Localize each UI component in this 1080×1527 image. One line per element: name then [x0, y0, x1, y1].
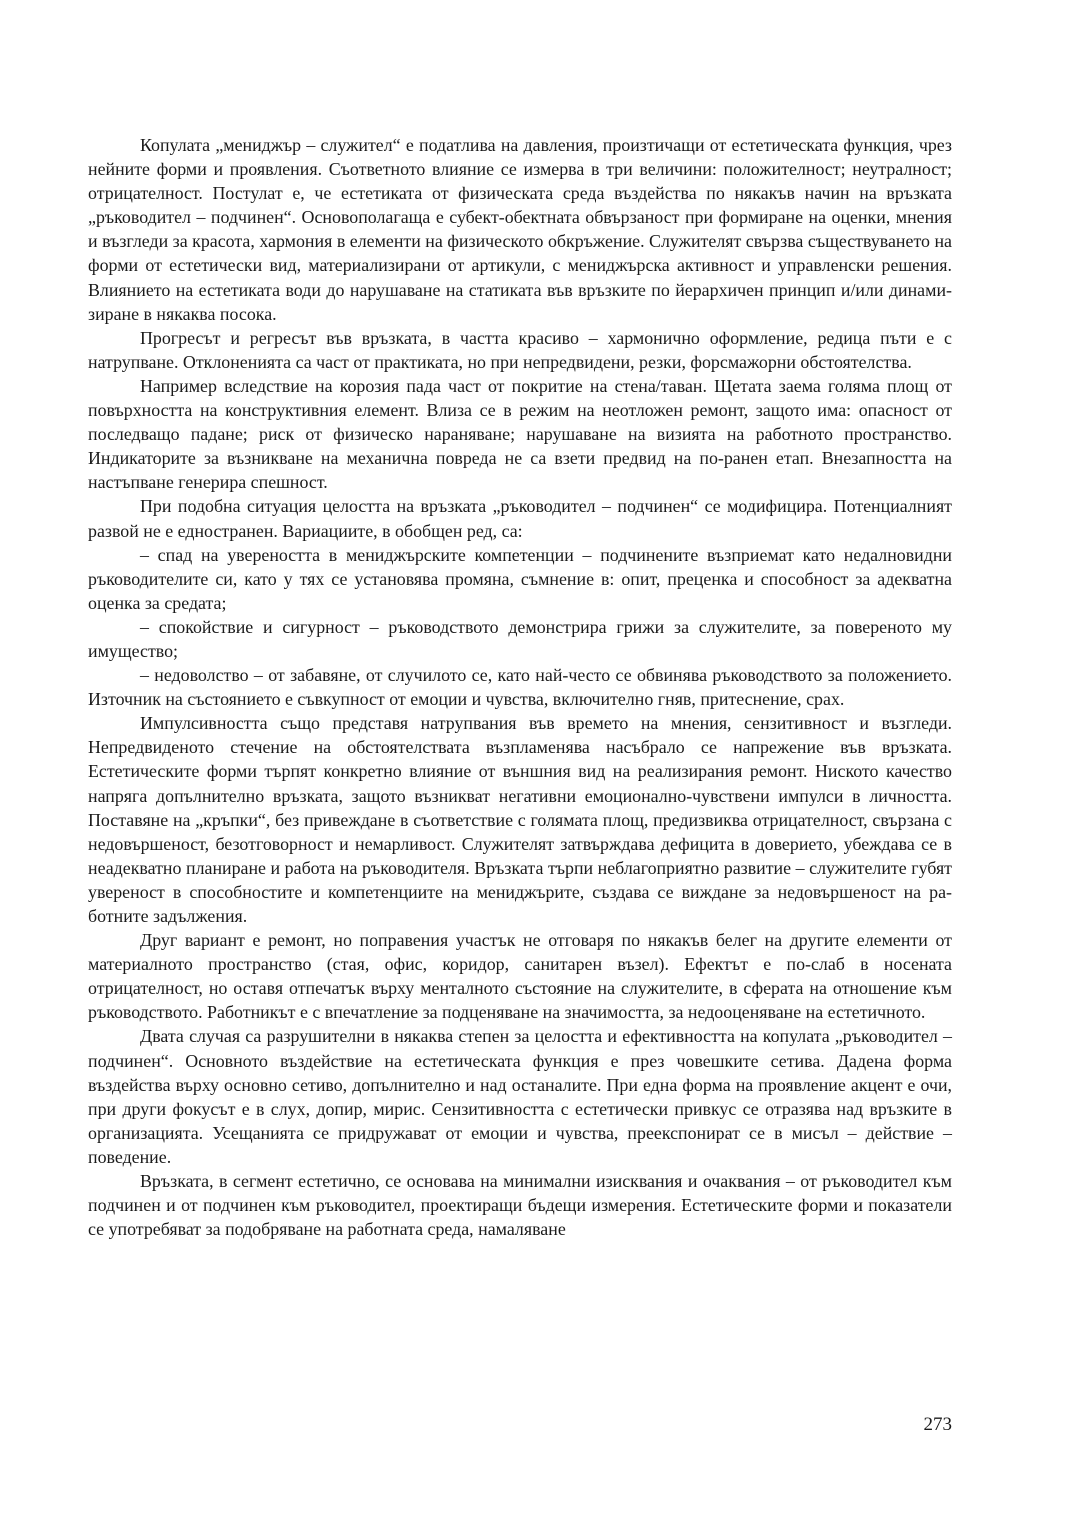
paragraph: Например вследствие на корозия пада част от покритие на стена/таван. Щетата заема голяма площ от повърхността на конструктивния елемент. Влиза се в режим на неотложен ремонт, защото има: опасност от последващо падане; риск от физическо нараняване; нарушаване на визията на работното пространство. Индикаторите за възникване на механична повреда не са взети предвид на по-ранен етап. Внезапността на настъпване генерира спешност. — [88, 375, 952, 493]
list-item-paragraph: – спокойствие и сигурност – ръководството демонстрира грижи за служителите, за повереното му имущество; — [88, 616, 952, 661]
list-item-paragraph: – недоволство – от забавяне, от случилото се, като най-често се обвинява ръководството за положението. Източник на състоянието е съвкупност от емоции и чувства, включително гняв, притеснение, срах. — [88, 665, 952, 710]
paragraph: Прогресът и регресът във връзката, в частта красиво – хармонично оформление, редица пъти е с натрупване. Отклоненията са част от практиката, но при непредвидени, резки, форсмажорни обстоятелства. — [88, 327, 952, 372]
paragraph: Импулсивността също представя натрупвания във времето на мнения, сензитивност и възгледи. Непредвиденото стечение на обстоятелствата възпламенява насъбрало се напрежение във връзката. Естетическите форми търпят конкретно влияние от външния вид на реализирания ремонт. Ниското качество напряга допълнително връзката, защото възникват негативни емоционално-чувствени импулси в личността. Поставяне на „кръпки“, без привеждане в съответствие с голямата площ, предизвиква отрицателност, свързана с недовършеност, безотговорност и немарливост. Служителят затвърждава дефицита в доверието, убеждава се в неадекватно планиране и работа на ръководителя. Връзката търпи неблагоприятно развитие – служителите губят увереност в способностите и компетенциите на мениджърите, създава се виждане за недовършеност на работните задължения. — [88, 713, 952, 926]
page-number: 273 — [923, 1414, 952, 1435]
body-text — [88, 133, 952, 1241]
paragraph: Двата случая са разрушителни в някаква степен за целостта и ефективността на копулата „ръководител – подчинен“. Основното въздействие на естетическата функция е през човешките сетива. Дадена форма въздейства върху основно сетиво, допълнително и над останалите. При една форма на проявление акцент е очи, при други фокусът е в слух, допир, мирис. Сензитивността с естетически привкус се отразява над връзките в организацията. Усещанията се придружават от емоции и чувства, преекспонират се в мисъл – действие – поведение. — [88, 1026, 952, 1167]
paragraph: Копулата „мениджър – служител“ е податлива на давления, произтичащи от естетическата функция, чрез нейните форми и проявления. Съответното влияние се измерва в три величини: положителност; неутралност; отрицателност. Постулат е, че естетиката от физическата среда въздейства по някакъв начин на връзката „ръководител – подчинен“. Основополагаща е субект-обектната обвързаност при формиране на оценки, мнения и възгледи за красота, хармония в елементи на физическото обкръжение. Служителят свързва съществуването на форми от естетически вид, материализирани от артикули, с мениджърска активност и управленски решения. Влиянието на естетиката води до нарушаване на статиката във връзките по йерархичен принцип и/или динамизиране в някаква посока. — [88, 135, 952, 324]
list-item-paragraph: – спад на увереността в мениджърските компетенции – подчинените възприемат като недалновидни ръководителите си, като у тях се установява промяна, съмнение в: опит, преценка и способност за адекватна оценка за средата; — [88, 544, 952, 613]
paragraph: Връзката, в сегмент естетично, се основава на минимални изисквания и очаквания – от ръководител към подчинен и от подчинен към ръководител, проектиращи бъдещи измерения. Естетическите форми и показатели се употребяват за подобряване на работната среда, намаляване — [88, 1171, 952, 1240]
paragraph: При подобна ситуация целостта на връзката „ръководител – подчинен“ се модифицира. Потенциалният развой не е едностранен. Вариациите, в обобщен ред, са: — [88, 496, 952, 541]
paragraph: Друг вариант е ремонт, но поправения участък не отговаря по някакъв белег на другите елементи от материалното пространство (стая, офис, коридор, санитарен възел). Ефектът е по-слаб в носената отрицателност, но оставя отпечатък върху менталното състояние на служителите, в сферата на отношение към ръководството. Работникът е с впечатление за подценяване на значимостта, за недооценяване на естетичното. — [88, 930, 952, 1023]
